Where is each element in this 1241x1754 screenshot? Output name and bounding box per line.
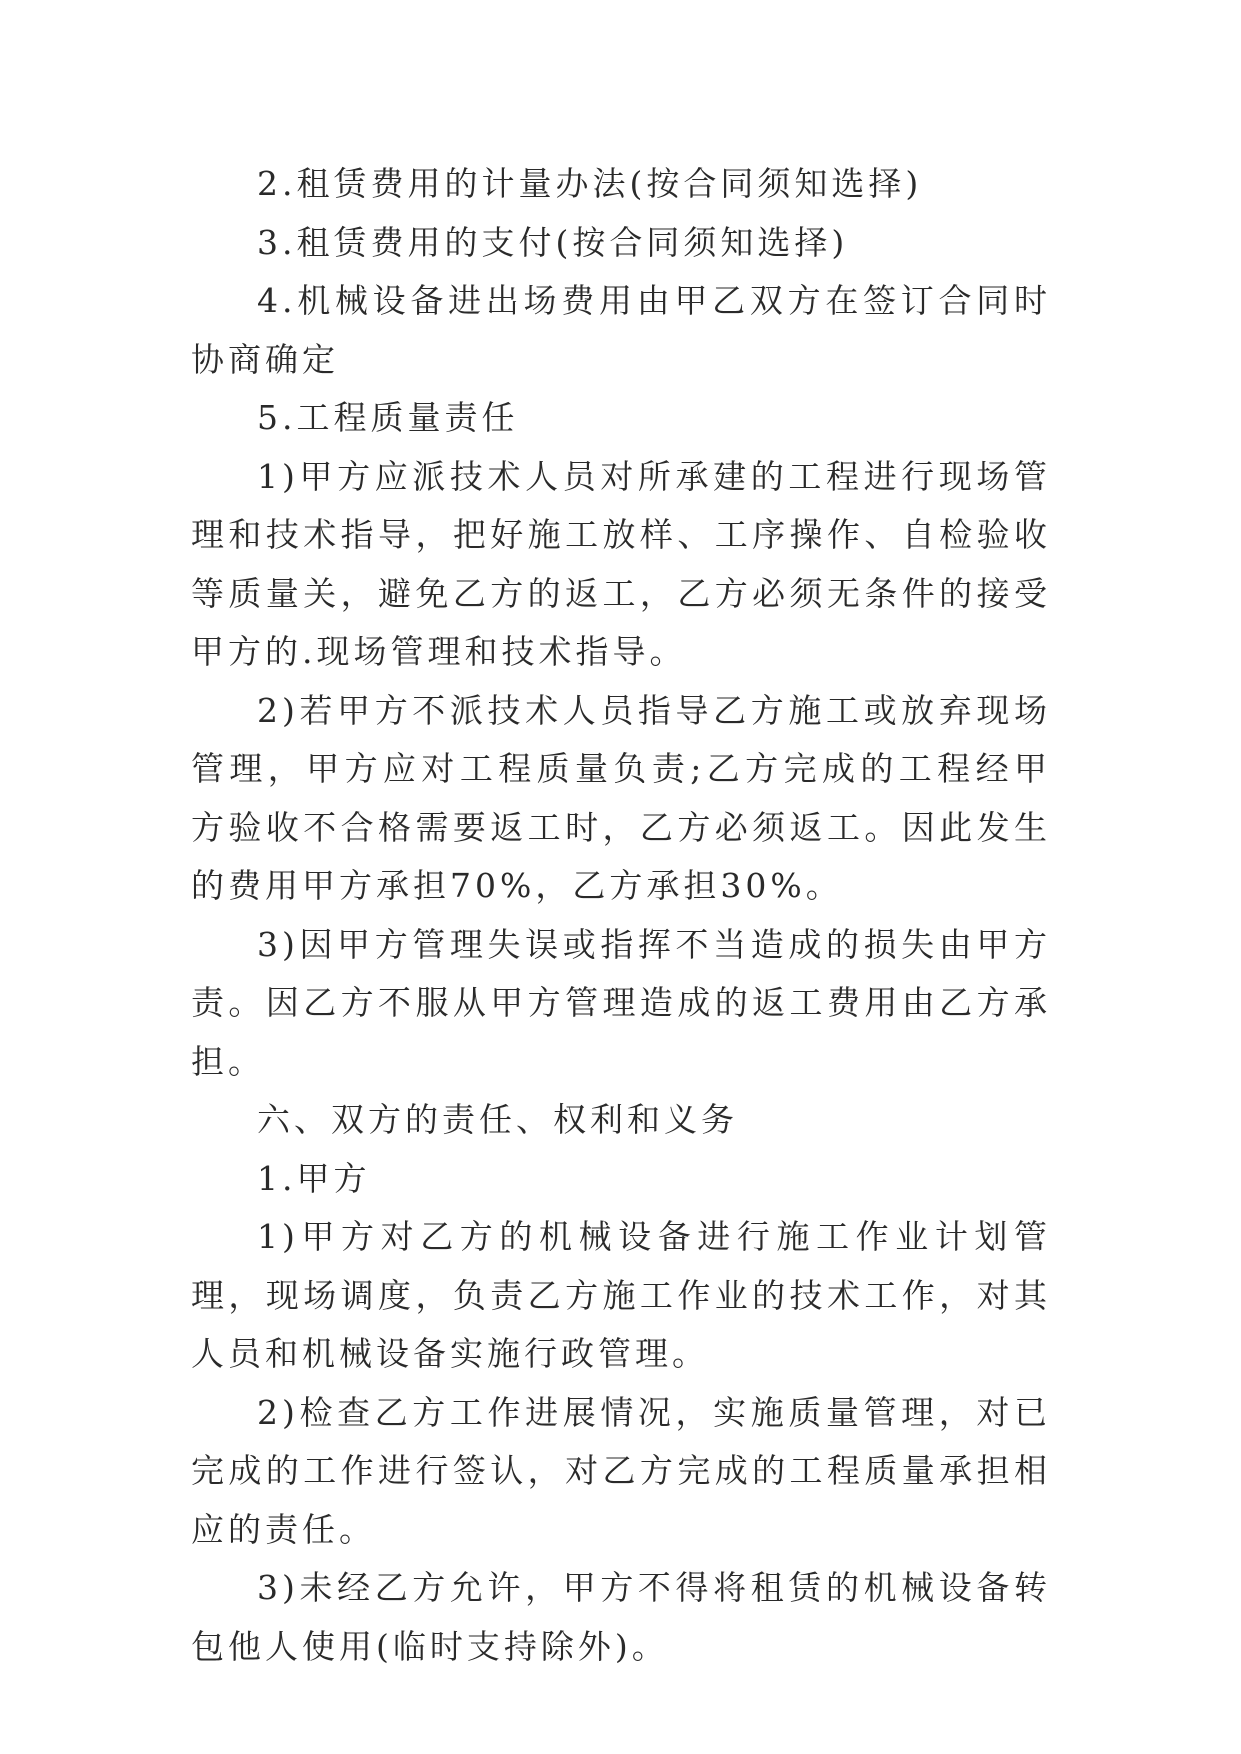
paragraph-quality-clause-2: 2)若甲方不派技术人员指导乙方施工或放弃现场管理，甲方应对工程质量负责;乙方完成的工程经甲方验收不合格需要返工时，乙方必须返工。因此发生的费用甲方承担70%，乙方承担30%。 (191, 690, 1051, 905)
subsection-heading-party-a: 1.甲方 (257, 1158, 371, 1198)
paragraph-quality-clause-1: 1)甲方应派技术人员对所承建的工程进行现场管理和技术指导，把好施工放样、工序操作、自检验收等质量关，避免乙方的返工，乙方必须无条件的接受甲方的.现场管理和技术指导。 (191, 456, 1051, 671)
paragraph-quality-responsibility-heading: 5.工程质量责任 (257, 398, 519, 437)
paragraph-equipment-entry-exit-fee: 4.机械设备进出场费用由甲乙双方在签订合同时协商确定 (191, 281, 1051, 379)
paragraph-party-a-clause-1: 1)甲方对乙方的机械设备进行施工作业计划管理，现场调度，负责乙方施工作业的技术工作，对其人员和机械设备实施行政管理。 (191, 1217, 1051, 1373)
paragraph-party-a-clause-2: 2)检查乙方工作进展情况，实施质量管理，对已完成的工作进行签认，对乙方完成的工程质量承担相应的责任。 (191, 1392, 1051, 1549)
paragraph-rental-fee-payment: 3.租赁费用的支付(按合同须知选择) (257, 222, 849, 262)
paragraph-rental-fee-measurement: 2.租赁费用的计量办法(按合同须知选择) (257, 164, 923, 203)
section-heading-rights-obligations: 六、双方的责任、权利和义务 (257, 1100, 738, 1139)
paragraph-party-a-clause-3: 3)未经乙方允许，甲方不得将租赁的机械设备转包他人使用(临时支持除外)。 (191, 1568, 1051, 1666)
document-body (191, 155, 1051, 1676)
paragraph-quality-clause-3: 3)因甲方管理失误或指挥不当造成的损失由甲方责。因乙方不服从甲方管理造成的返工费用由乙方承担。 (191, 924, 1051, 1081)
